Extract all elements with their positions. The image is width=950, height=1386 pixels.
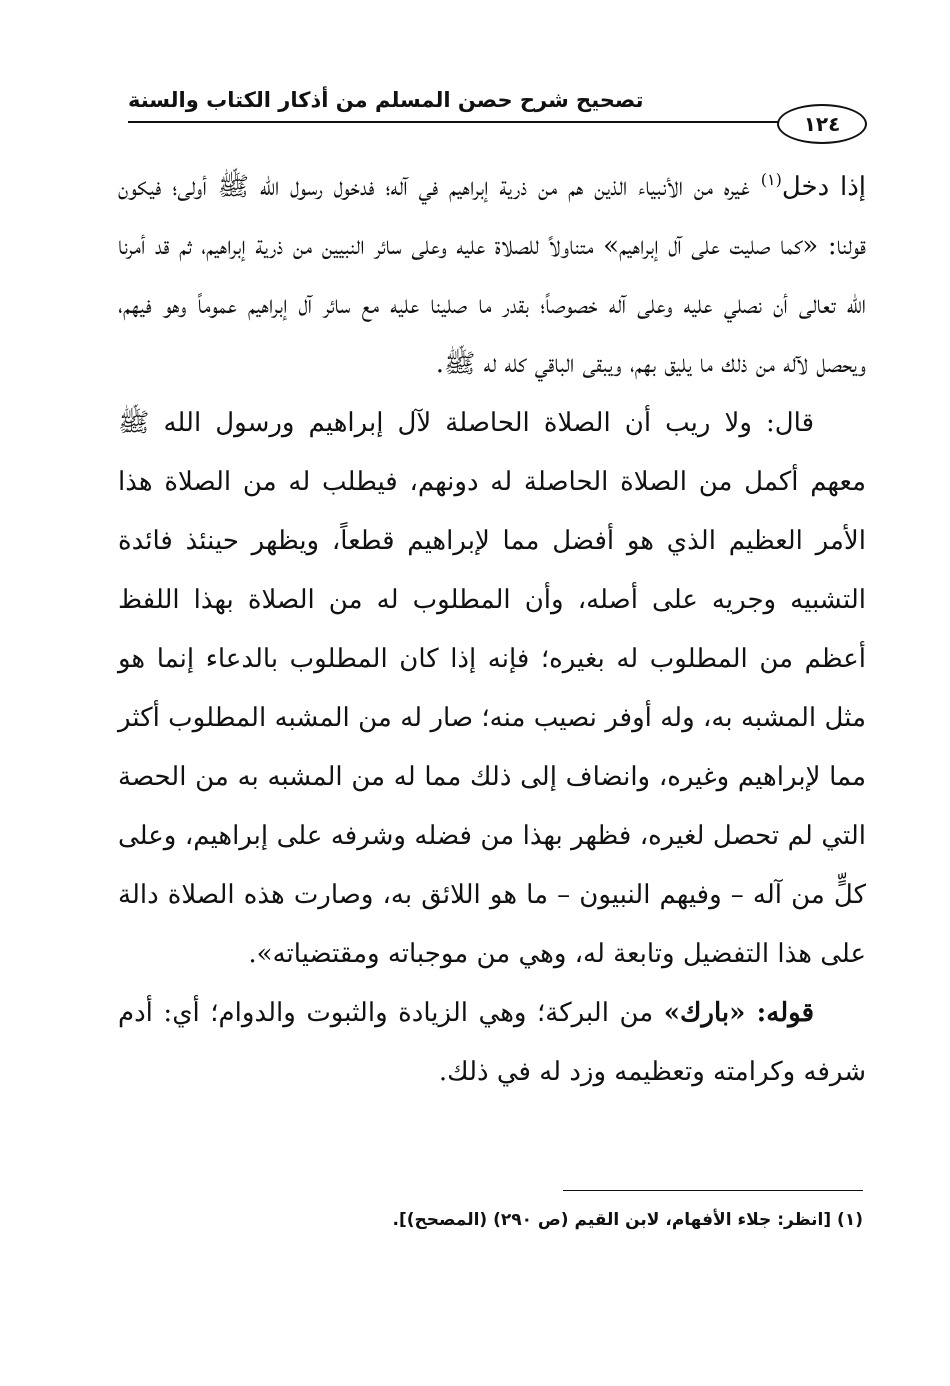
paragraph-3-text: من البركة؛ وهي الزيادة والثبوت والدوام؛ أي: أدم شرفه وكرامته وتعظيمه وزد له في ذلك. (118, 998, 866, 1087)
footnote-separator (563, 1190, 863, 1191)
header-rule (128, 121, 863, 123)
main-text (118, 150, 866, 1102)
page-number-badge: ١٢٤ (777, 104, 867, 144)
footnote: (١) [انظر: جلاء الأفهام، لابن القيم (ص ٢٩٠) (المصحح)]. (392, 1210, 863, 1230)
paragraph-3-label: قوله: «بارك» (663, 998, 815, 1028)
running-title: تصحيح شرح حصن المسلم من أذكار الكتاب والسنة (128, 88, 644, 112)
paragraph-1 (118, 150, 866, 394)
paragraph-1-start: إذا دخل (781, 172, 866, 202)
paragraph-1-rest: غيره من الأنبياء الذين هم من ذرية إبراهيم في آله؛ فدخول رسول الله ﷺ أولى؛ فيكون قولنا: «كما صليت على آل إبراهيم» متناولاً للصلاة عليه وعلى سائر النبيين من ذرية إبراهيم، ثم قد أمرنا الله تعالى أن نصلي عليه وعلى آله خصوصاً؛ بقدر ما صلينا عليه مع سائر آل إبراهيم عموماً وهو فيهم، ويحصل لآله من ذلك ما يليق بهم، ويبقى الباقي كله له ﷺ. (118, 172, 866, 379)
paragraph-2: قال: ولا ريب أن الصلاة الحاصلة لآل إبراهيم ورسول الله ﷺ معهم أكمل من الصلاة الحاصلة له دونهم، فيطلب له من الصلاة هذا الأمر العظيم الذي هو أفضل مما لإبراهيم قطعاً، ويظهر حينئذ فائدة التشبيه وجريه على أصله، وأن المطلوب له من الصلاة بهذا اللفظ أعظم من المطلوب له بغيره؛ فإنه إذا كان المطلوب بالدعاء إنما هو مثل المشبه به، وله أوفر نصيب منه؛ صار له من المشبه المطلوب أكثر مما لإبراهيم وغيره، وانضاف إلى ذلك مما له من المشبه به من الحصة التي لم تحصل لغيره، فظهر بهذا من فضله وشرفه على إبراهيم، وعلى كلٍّ من آله – وفيهم النبيون – ما هو اللائق به، وصارت هذه الصلاة دالة على هذا التفضيل وتابعة له، وهي من موجباته ومقتضياته». (118, 408, 866, 969)
footnote-ref[interactable]: (١) (760, 170, 782, 189)
paragraph-3 (118, 984, 866, 1102)
page-header (128, 88, 863, 138)
